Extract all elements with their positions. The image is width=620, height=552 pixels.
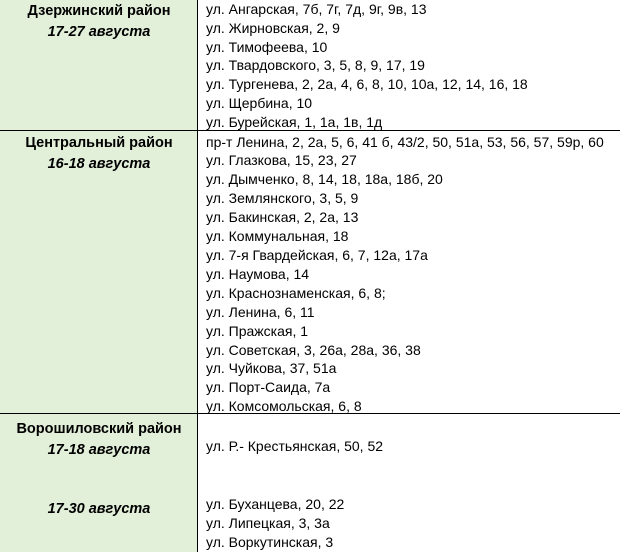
district-name: Центральный район bbox=[25, 135, 173, 151]
date-range: 17-27 августа bbox=[47, 24, 151, 40]
street-entry: ул. 7-я Гвардейская, 6, 7, 12а, 17а bbox=[206, 247, 428, 263]
street-entry: ул. Липецкая, 3, 3а bbox=[206, 515, 330, 531]
street-entry: ул. Буханцева, 20, 22 bbox=[206, 496, 345, 512]
date-range: 17-18 августа bbox=[47, 442, 151, 458]
district-column bbox=[0, 0, 198, 552]
column-divider bbox=[197, 0, 198, 552]
street-entry: ул. Советская, 3, 26а, 28а, 36, 38 bbox=[206, 342, 421, 358]
street-entry: пр-т Ленина, 2, 2а, 5, 6, 41 б, 43/2, 50, 51а, 53, 56, 57, 59р, 60 bbox=[206, 134, 604, 150]
street-entry: ул. Порт-Саида, 7а bbox=[206, 379, 331, 395]
street-entry: ул. Тургенева, 2, 2а, 4, 6, 8, 10, 10а, 12, 14, 16, 18 bbox=[206, 76, 528, 92]
street-entry: ул. Комсомольская, 6, 8 bbox=[206, 398, 362, 414]
date-range: 16-18 августа bbox=[47, 156, 151, 172]
street-entry: ул. Глазкова, 15, 23, 27 bbox=[206, 152, 357, 168]
street-entry: ул. Ленина, 6, 11 bbox=[206, 304, 315, 320]
date-range: 17-30 августа bbox=[47, 501, 151, 517]
street-entry: ул. Наумова, 14 bbox=[206, 266, 310, 282]
street-entry: ул. Бакинская, 2, 2а, 13 bbox=[206, 209, 359, 225]
district-name: Ворошиловский район bbox=[16, 421, 182, 437]
street-entry: ул. Р.- Крестьянская, 50, 52 bbox=[206, 438, 384, 454]
street-entry: ул. Коммунальная, 18 bbox=[206, 228, 349, 244]
street-entry: ул. Щербина, 10 bbox=[206, 95, 313, 111]
street-entry: ул. Чуйкова, 37, 51а bbox=[206, 360, 337, 376]
street-entry: ул. Дымченко, 8, 14, 18, 18а, 18б, 20 bbox=[206, 171, 443, 187]
street-entry: ул. Твардовского, 3, 5, 8, 9, 17, 19 bbox=[206, 57, 425, 73]
street-entry: ул. Пражская, 1 bbox=[206, 323, 309, 339]
street-entry: ул. Бурейская, 1, 1а, 1в, 1д bbox=[206, 114, 383, 130]
district-name: Дзержинский район bbox=[27, 3, 171, 19]
street-entry: ул. Ангарская, 7б, 7г, 7д, 9г, 9в, 13 bbox=[206, 1, 427, 17]
street-entry: ул. Воркутинская, 3 bbox=[206, 534, 334, 550]
street-entry: ул. Землянского, 3, 5, 9 bbox=[206, 190, 359, 206]
street-entry: ул. Краснознаменская, 6, 8; bbox=[206, 285, 386, 301]
street-entry: ул. Жирновская, 2, 9 bbox=[206, 20, 340, 36]
street-entry: ул. Тимофеева, 10 bbox=[206, 39, 328, 55]
